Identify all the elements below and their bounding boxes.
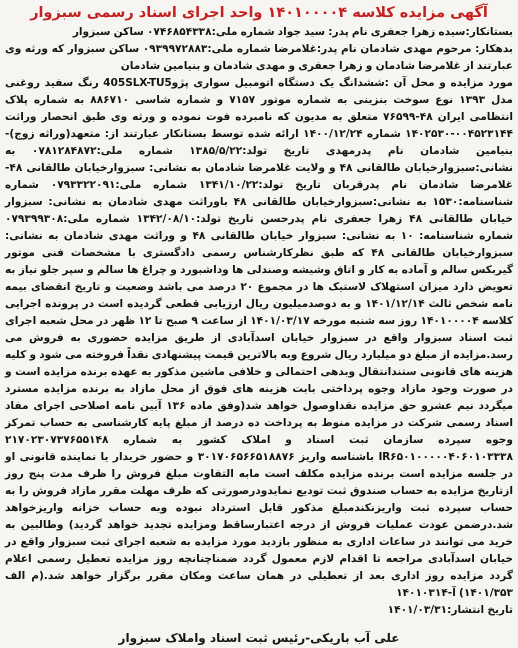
signature-line: علی آب باریکی-رئیس ثبت اسناد واملاک سبزوار <box>118 631 400 645</box>
creditor-paragraph: بستانکار:سیده زهرا جعفری نام پدر: سید جواد شماره ملی:۰۷۴۶۸۵۴۳۳۸ ساکن سبزوار <box>72 26 513 38</box>
publication-date: تاریخ انتشار:۱۴۰۱/۰۳/۳۱ <box>387 604 513 616</box>
debtor-paragraph: بدهکار: مرحوم مهدی شادمان نام پدر:غلامرضا شماره ملی:۰۹۳۹۹۷۲۸۸۳ ساکن سبزوار که ورثه وی عبارتند از غلامرضا شادمان و زهرا جعفری و مهدی شادمان و بنیامین شادمان <box>5 43 513 72</box>
auction-details-paragraph: مورد مزایده و محل آن :ششدانگ یک دستگاه اتومبیل سواری پژو405SLX-TU5 رنگ سفید روغنی مدل ۱۳۹۳ نوع سوخت بنزینی به شماره موتور ۷۱۵۷ و شماره شاسی ۸۸۶۷۱۰ به شماره پلاک انتظامی ایران ۴۸-۷۶۵۹۹ متعلق به مدیون که نامبرده فوت نموده و ورثه وی طبق انحصار وراثت ۰۰۴۵۲۳۱۴۴-۱۴۰۲۵۳۰ شماره ۱۴۰۰/۱۲/۲۴ ارائه شده توسط بستانکار عبارتند از: متعهد(وراثه زوج)-بنیامین شادمان نام پدرمهدی تاریخ تولد:۱۳۸۵/۵/۲۲ شماره ملی:۰۷۸۱۲۸۴۸۷۲ به نشانی:سبزوارخیابان طالقانی ۴۸ و ولایت غلامرضا شادمان به نشانی: سبزوارخیابان طالقانی ۴۸- غلامرضا شادمان نام پدرقربان تاریخ تولد:۱۳۴۱/۱۰/۲۲ شماره ملی:۰۷۹۳۳۲۲۰۹۱ شماره شناسنامه:۱۵۳۰ به نشانی:سبزوارخیابان طالقانی ۴۸ باوراثت مهدی شادمان به نشانی: سبزوار خیابان طالقانی ۴۸ زهرا جعفری نام پدرحسن تاریخ تولد:۱۳۴۲/۰۸/۱۰ شماره ملی:۰۷۹۳۹۹۳۰۸ شماره شناسنامه: ۱۰ به نشانی: سبزوار خیابان طالقانی ۴۸ و وراثت مهدی شادمان به نشانی: سبزوارخیابان طالقانی ۴۸ که طبق نظرکارشناس رسمی دادگستری با مشخصات فنی موتور گیربکس سالم و آماده به کار و اتاق وشیشه وصندلی ها وداشبورد و چراغ ها سالم و سپر جلو نیاز به تعویض دارد میزان استهلاک لاستیک ها در مجموع ۲۰ درصد می باشد وضعیت و تاریخ انقضای بیمه نامه شخص ثالث ۱۴۰۱/۱۲/۱۴ و به دوصدمیلیون ریال ارزیابی قطعی گردیده است در پرونده اجرایی کلاسه ۱۴۰۱۰۰۰۰۴ روز سه شنبه مورخه ۱۴۰۱/۰۳/۱۷ از ساعت ۹ صبح تا ۱۲ ظهر در محل شعبه اجرای ثبت اسناد سبزوار واقع در سبزوار خیابان اسدآبادی از طریق مزایده حضوری به فروش می رسد.مزایده از مبلغ دو میلیارد ریال شروع وبه بالاترین قیمت پیشنهادی نقداً فروخته می شود و کلیه هزینه های قانونی ستندانتقال وبدهی احتمالی و خلافی ماشین مذکور به عهده برنده مزایده است و در صورت وجود مازاد وجوه پرداختی بابت هزینه های فوق از محل مازاد به برنده مزایده مسترد میگردد نیم عشرو حق مزایده نقداوصول خواهد شد(وفق ماده ۱۳۶ آیین نامه اصلاحی اجرای مفاد اسناد رسمی شرکت در مزایده منوط به پرداخت ده درصد از مبلغ پایه کارشناسی به حساب تمرکز وجوه سپرده سازمان ثبت اسناد و املاک کشور به شماره ۲۱۷۰۲۳۰۷۳۷۶۵۵۱۴۸ IR۶۵۰۱۰۰۰۰۰۴۰۶۰۱۰۳۳۳۸ باشناسه واریز ۳۰۱۷۰۶۵۶۶۵۱۸۸۷۶ و حضور خریدار یا نماینده قانونی او در جلسه مزایده است برنده مزایده مکلف است مابه التفاوت مبلغ فروش را ظرف مدت پنج روز ازتاریخ مزایده به حساب صندوق ثبت تودیع نمایدودرصورتی که ظرف مهلت مقرر مازاد فروش را به حساب سپرده ثبت واریزنکندمبلغ مذکور قابل استرداد نبوده وبه حساب خزانه واریزخواهد شد.درضمن عودت عملیات فروش از درجه اعتبارساقط ومزایده تجدید خواهد گردید) وطالبین به خرید می توانند در ساعات اداری به منظور بازدید مورد مزایده به شعبه اجرای ثبت سبزوار واقع در خیابان اسدآبادی مراجعه تا اقدام لازم معمول گردد ضمناچنانچه روز مزایده تعطیل رسمی اعلام گردد مزایده روز اداری بعد از تعطیلی در همان ساعت ومکان مقرر برگزار خواهد شد.(م الف ۱۴۰۱/۳۵۳) آ-۱۴۰۱۰۳۱۴ <box>5 77 514 599</box>
notice-body <box>5 24 513 619</box>
notice-title: آگهی مزایده کلاسه ۱۴۰۱۰۰۰۰۴ واحد اجرای اسناد رسمی سبزوار <box>30 5 488 21</box>
